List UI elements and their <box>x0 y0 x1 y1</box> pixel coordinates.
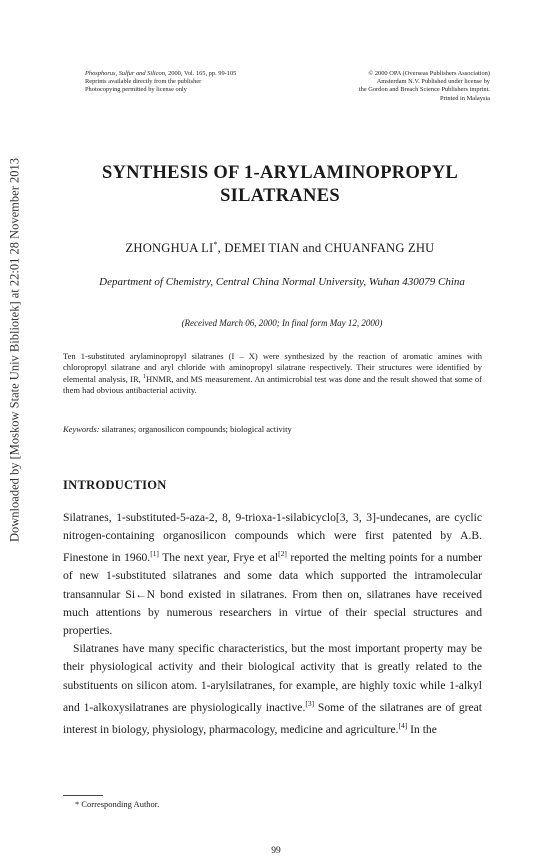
paragraph-2-text-b: Some of the silatranes are of great interest in biology, physiology, pharmacology, medicine and agriculture. <box>63 700 482 736</box>
journal-citation-line <box>85 70 315 78</box>
imprint-line: the Gordon and Breach Science Publishers imprint. <box>358 86 490 94</box>
photocopying-line: Photocopying permitted by license only <box>85 86 187 94</box>
other-authors: , DEMEI TIAN and CHUANFANG ZHU <box>217 241 435 256</box>
keywords-label: Keywords: <box>63 424 100 434</box>
paragraph-2 <box>63 640 482 739</box>
copyright-line: © 2000 OPA (Overseas Publishers Association) <box>368 70 490 77</box>
affiliation: Department of Chemistry, Central China Normal University, Wuhan 430079 China <box>99 276 465 288</box>
keywords <box>63 424 482 434</box>
title-line-2: SILATRANES <box>220 186 340 206</box>
abstract <box>63 351 482 395</box>
download-notice-text: Downloaded by [Moskow State Univ Bibliotek] at 22:01 28 November 2013 <box>7 158 22 542</box>
copyright-header <box>300 70 490 103</box>
paragraph-1-text-c: reported the melting points for a number of new 1-substituted silatranes and some data which supported the intramolecular transannular Si←N bond existed in silatranes. From then on, silatranes have received much attentions by numerous researchers in virtue of their special structures and properties. <box>63 551 482 638</box>
reprints-line: Reprints available directly from the publisher <box>85 78 202 86</box>
paragraph-1-text-b: The next year, Frye et al <box>158 551 279 565</box>
introduction-body <box>63 509 482 739</box>
citation-ref-4: [4] <box>398 720 408 730</box>
printed-line: Printed in Malaysia <box>439 94 490 102</box>
received-dates: (Received March 06, 2000; In final form May 12, 2000) <box>181 318 383 328</box>
paragraph-2-text-a: Silatranes have many specific characteristics, but the most important property may be their physiological activity and their biological activity that is greatly related to the substituents on silicon atom. 1-arylsilatranes, for example, are highly toxic while 1-alkyl and 1-alkoxysilatranes are physiologically inactive. <box>63 642 482 714</box>
abstract-superscript: 1 <box>143 374 147 381</box>
paragraph-1 <box>63 509 482 640</box>
citation-ref-2: [2] <box>278 549 287 559</box>
paragraph-2-text-c: In the <box>407 722 437 736</box>
title-line-1: SYNTHESIS OF 1-ARYLAMINOPROPYL <box>101 163 459 183</box>
footnote-rule <box>63 795 103 796</box>
page-number: 99 <box>271 846 281 856</box>
keywords-text: silatranes; organosilicon compounds; biological activity <box>99 424 292 434</box>
journal-name: Phosphorus, Sulfur and Silicon <box>85 70 165 77</box>
paper-title <box>70 162 490 208</box>
abstract-text-2: HNMR, and MS measurement. An antimicrobial test was done and the result showed that some of them had obvious antibacterial activity. <box>63 374 482 395</box>
abstract-text-1: Ten 1-substituted arylaminopropyl silatranes (I – X) were synthesized by the reaction of aromatic amines with chloropropyl silatrane and aryl chloride with aminopropyl silatrane respectively. Their structures were identified by elemental analysis, IR, <box>63 351 482 385</box>
section-heading-introduction: INTRODUCTION <box>63 478 167 492</box>
journal-citation: , 2000, Vol. 165, pp. 99-105 <box>164 70 237 77</box>
download-notice <box>0 0 30 864</box>
corresponding-mark: * <box>213 240 218 249</box>
journal-header <box>85 70 315 95</box>
first-author: ZHONGHUA LI <box>125 241 214 256</box>
footnote: * Corresponding Author. <box>75 799 160 809</box>
author-list <box>70 240 490 256</box>
citation-ref-3: [3] <box>305 698 315 708</box>
license-line: Amsterdam N.V. Published under license by <box>376 78 490 86</box>
paragraph-1-text-a: Silatranes, 1-substituted-5-aza-2, 8, 9-trioxa-1-silabicyclo[3, 3, 3]-undecanes, are cyclic nitrogen-containing organosilicon compounds which were first patented by A.B. Finestone in 1960. <box>63 511 482 565</box>
citation-ref-1: [1] <box>150 549 159 559</box>
